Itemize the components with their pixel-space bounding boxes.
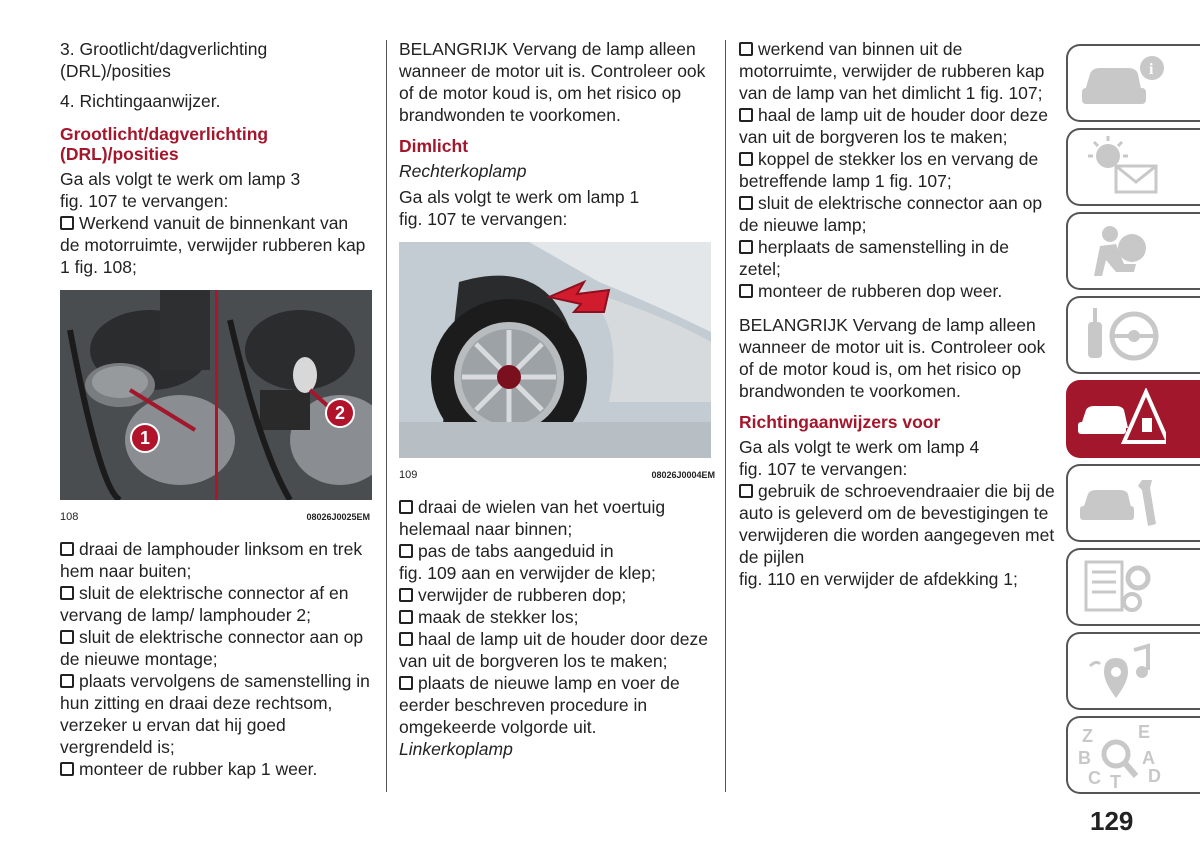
checkbox-icon [739, 42, 753, 56]
tab-lights-message[interactable] [1066, 128, 1200, 206]
step-item: gebruik de schroevendraaier die bij de auto is geleverd om de bevestigingen te verwijderen die worden aangegeven met de pijlen [739, 481, 1055, 567]
intro-line-2: fig. 107 te vervangen: [399, 209, 568, 229]
intro-line-2: fig. 107 te vervangen: [739, 459, 908, 479]
tab-car-wrench[interactable] [1066, 464, 1200, 542]
tab-index[interactable] [1066, 716, 1200, 794]
tab-warning-emergency[interactable] [1066, 380, 1200, 458]
step-item: maak de stekker los; [399, 606, 715, 628]
index-alphabet-icon [1076, 724, 1166, 788]
step-item-cont: fig. 109 aan en verwijder de klep; [399, 563, 656, 583]
checkbox-icon [399, 610, 413, 624]
column-1 [60, 38, 370, 780]
step-item: draai de wielen van het voertuig helemaal naar binnen; [399, 497, 666, 539]
column-3 [739, 38, 1055, 590]
index-letter: T [1110, 772, 1121, 788]
index-letter: E [1138, 724, 1151, 742]
intro-line-2: fig. 107 te vervangen: [60, 191, 229, 211]
column-divider [386, 40, 387, 792]
checkbox-icon [399, 500, 413, 514]
checkbox-icon [399, 676, 413, 690]
step-item: sluit de elektrische connector aan op de nieuwe montage; [60, 627, 364, 669]
figure-code: 08026J0004EM [651, 470, 715, 480]
page-number: 129 [1090, 806, 1134, 836]
step-item: herplaats de samenstelling in de zetel; [739, 237, 1009, 279]
car-wrench-icon [1076, 472, 1166, 536]
step-item: monteer de rubber kap 1 weer. [60, 758, 370, 780]
intro-line-1: Ga als volgt te werk om lamp 3 [60, 169, 301, 189]
subheading-right: Rechterkoplamp [399, 161, 527, 181]
figure-caption [399, 468, 715, 482]
checkbox-icon [399, 588, 413, 602]
tab-key-steering[interactable] [1066, 296, 1200, 374]
step-item: monteer de rubberen dop weer. [739, 280, 1055, 302]
checkbox-icon [60, 216, 74, 230]
tab-car-info[interactable] [1066, 44, 1200, 122]
column-2 [399, 38, 715, 760]
callout-2: 2 [325, 398, 355, 428]
figure-number: 108 [60, 511, 79, 523]
list-item-3: 3. Grootlicht/dagverlichting [60, 39, 268, 59]
wheel-photo [399, 242, 711, 458]
index-letter: B [1078, 748, 1091, 768]
step-item: haal de lamp uit de houder door deze van uit de borgveren los te maken; [399, 629, 708, 671]
tab-audio-nav[interactable] [1066, 632, 1200, 710]
callout-1: 1 [130, 423, 160, 453]
section-heading-dimlicht: Dimlicht [399, 136, 469, 156]
index-letter: C [1088, 768, 1101, 788]
checkbox-icon [739, 196, 753, 210]
lights-message-icon [1076, 136, 1166, 200]
step-item: draai de lamphouder linksom en trek hem naar buiten; [60, 539, 363, 581]
checkbox-icon [739, 108, 753, 122]
car-info-icon [1076, 52, 1166, 116]
step-item: plaats de nieuwe lamp en voer de eerder beschreven procedure in omgekeerde volgorde uit. [399, 673, 680, 737]
key-steering-icon [1076, 304, 1166, 368]
column-divider [725, 40, 726, 792]
section-heading-richtingaanwijzers: Richtingaanwijzers voor [739, 412, 941, 432]
figure-caption [60, 510, 370, 524]
index-letter: A [1142, 748, 1155, 768]
tab-airbag[interactable] [1066, 212, 1200, 290]
checkbox-icon [739, 284, 753, 298]
checkbox-icon [60, 762, 74, 776]
section-heading-grootlicht: Grootlicht/dagverlichting (DRL)/posities [60, 124, 269, 164]
figure-109 [399, 242, 715, 482]
warning-emergency-icon [1076, 388, 1166, 452]
list-item-4: 4. Richtingaanwijzer. [60, 91, 221, 111]
step-item: verwijder de rubberen dop; [399, 584, 715, 606]
important-note: BELANGRIJK Vervang de lamp alleen wanneer de motor uit is. Controleer ook of de motor koud is, om het risico op brandwonden te voorkomen. [739, 315, 1046, 401]
checkbox-icon [60, 674, 74, 688]
intro-line-1: Ga als volgt te werk om lamp 4 [739, 437, 980, 457]
tab-list-gear[interactable] [1066, 548, 1200, 626]
audio-nav-icon [1076, 640, 1166, 704]
svg-text:i: i [1149, 61, 1154, 78]
step-item: sluit de elektrische connector aan op de nieuwe lamp; [739, 193, 1043, 235]
step-item: plaats vervolgens de samenstelling in hun zitting en draai deze rechtsom, verzeker u ervan dat hij goed vergrendeld is; [60, 671, 370, 757]
checkbox-icon [739, 484, 753, 498]
checkbox-icon [60, 542, 74, 556]
step-item: pas de tabs aangeduid in [399, 540, 715, 562]
index-letter: Z [1082, 726, 1093, 746]
engine-photo [60, 290, 372, 500]
figure-code: 08026J0025EM [306, 512, 370, 522]
engine-illustration [60, 290, 372, 500]
figure-108 [60, 290, 370, 524]
checkbox-icon [399, 544, 413, 558]
checkbox-icon [399, 632, 413, 646]
step-item: koppel de stekker los en vervang de betreffende lamp 1 fig. 107; [739, 149, 1039, 191]
checkbox-icon [739, 152, 753, 166]
step-item: werkend van binnen uit de motorruimte, verwijder de rubberen kap van de lamp van het dimlicht 1 fig. 107; [739, 39, 1045, 103]
list-gear-icon [1076, 556, 1166, 620]
intro-line-1: Ga als volgt te werk om lamp 1 [399, 187, 640, 207]
checkbox-icon [60, 630, 74, 644]
figure-number: 109 [399, 469, 418, 481]
index-letter: D [1148, 766, 1161, 786]
step-item: Werkend vanuit de binnenkant van de motorruimte, verwijder rubberen kap 1 fig. 108; [60, 213, 366, 277]
list-item-3-cont: (DRL)/posities [60, 61, 171, 81]
step-item-cont: fig. 110 en verwijder de afdekking 1; [739, 569, 1018, 589]
step-item: haal de lamp uit de houder door deze van uit de borgveren los te maken; [739, 105, 1048, 147]
airbag-icon [1076, 220, 1166, 284]
checkbox-icon [739, 240, 753, 254]
important-note: BELANGRIJK Vervang de lamp alleen wanneer de motor uit is. Controleer ook of de motor koud is, om het risico op brandwonden te voorkomen. [399, 39, 706, 125]
wheel-illustration [399, 242, 711, 458]
checkbox-icon [60, 586, 74, 600]
step-item: sluit de elektrische connector af en vervang de lamp/ lamphouder 2; [60, 583, 349, 625]
subheading-left: Linkerkoplamp [399, 739, 513, 759]
